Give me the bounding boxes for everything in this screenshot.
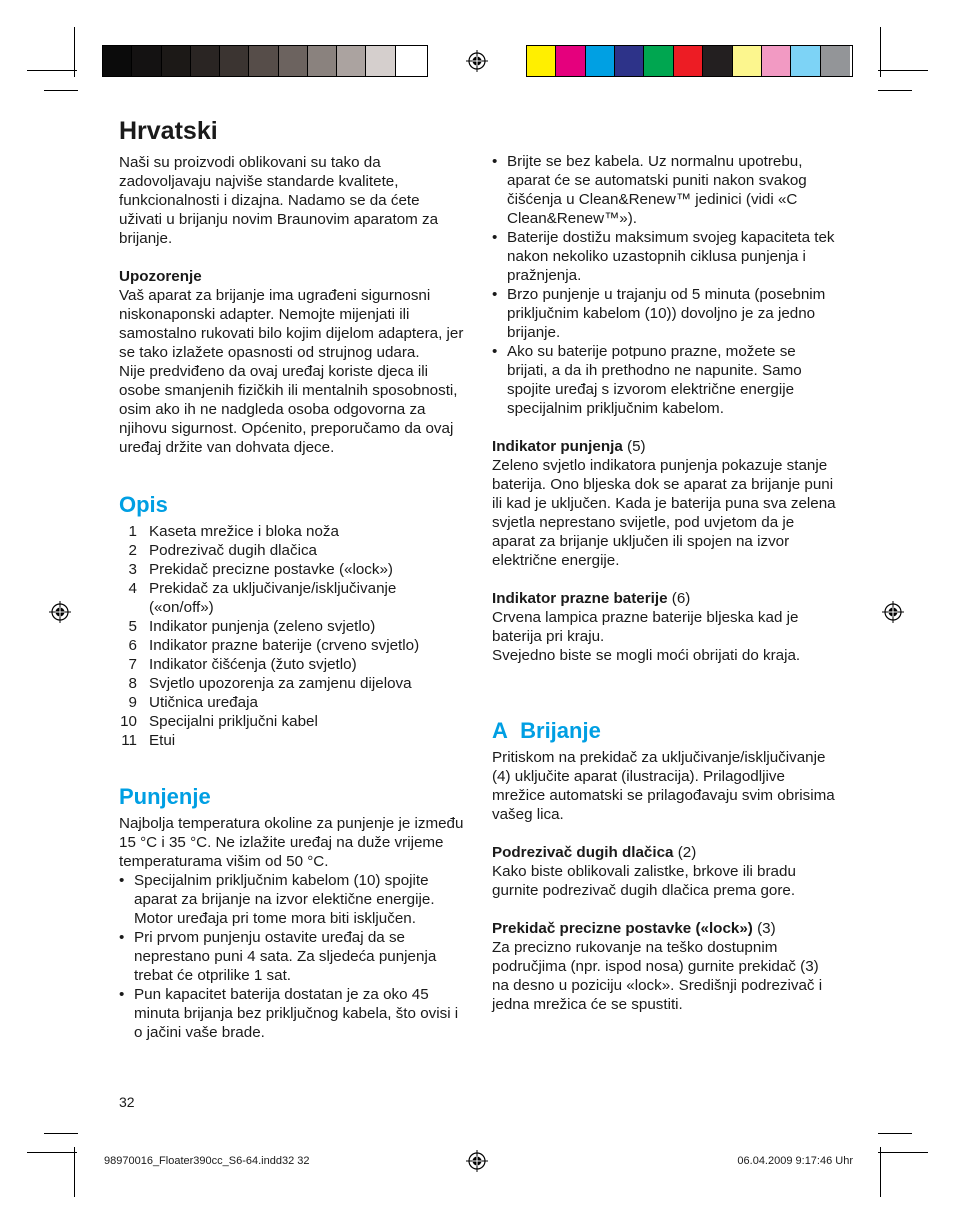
page-title: Hrvatski <box>119 117 218 145</box>
list-item <box>119 655 464 674</box>
lock-block <box>492 919 837 938</box>
item-number: 1 <box>128 523 137 540</box>
battery-bullets <box>492 152 837 418</box>
trimmer-ref: (2) <box>673 844 697 861</box>
color-swatch <box>762 46 791 76</box>
item-number: 4 <box>128 580 137 597</box>
section-heading-brijanje <box>492 717 837 745</box>
item-number: 10 <box>120 713 137 730</box>
list-item <box>119 579 464 617</box>
color-swatch <box>337 46 366 76</box>
color-swatch <box>249 46 278 76</box>
color-swatch <box>644 46 673 76</box>
crop-mark <box>27 70 77 71</box>
bullet-item: • Ako su baterije potpuno prazne, možete se brijati, a da ih prethodno ne napunite. Samo spojite uređaj s izvorom električne energije specijalnim priključnim kabelom. <box>492 342 837 418</box>
shaving-intro: Pritiskom na prekidač za uključivanje/isključivanje (4) uključite aparat (ilustracija). Prilagodljive mrežice automatski se prilagođavaju svim obrisima vašeg lica. <box>492 749 835 823</box>
lock-text: Za precizno rukovanje na teško dostupnim područjima (npr. ispod nosa) gurnite prekidač (3) na desno u poziciju «lock». Središnji podrezivač i jedna mrežica će se spustiti. <box>492 939 823 1013</box>
color-swatch <box>821 46 850 76</box>
crop-mark <box>878 90 912 91</box>
registration-mark-icon <box>49 601 71 623</box>
item-number: 9 <box>128 694 137 711</box>
item-text: Svjetlo upozorenja za zamjenu dijelova <box>149 675 412 692</box>
list-item <box>119 617 464 636</box>
item-text: Podrezivač dugih dlačica <box>149 542 318 559</box>
list-item <box>119 731 464 750</box>
bullet-item: • Pri prvom punjenju ostavite uređaj da se neprestano puni 4 sata. Za sljedeća punjenja trebat će otprilike 1 sat. <box>119 928 464 985</box>
grayscale-bar <box>102 45 428 77</box>
charge-indicator-ref: (5) <box>622 438 646 455</box>
section-title: Brijanje <box>520 718 601 743</box>
section-heading-opis: Opis <box>119 492 168 517</box>
item-text: Kaseta mrežice i bloka noža <box>149 523 339 540</box>
item-text: Prekidač precizne postavke («lock») <box>149 561 393 578</box>
item-number: 2 <box>128 542 137 559</box>
charge-indicator-label: Indikator punjenja <box>492 438 623 455</box>
charge-indicator-text: Zeleno svjetlo indikatora punjenja pokazuje stanje baterija. Ono bljeska dok se aparat za brijanje puni ili kad je uključen. Kada je baterija puna sva zelena svjetla neprestano svijetle, pod uvjetom da je aparat za brijanje uključen ili spojen na izvor električne energije. <box>492 457 836 569</box>
parts-list <box>119 522 464 750</box>
right-column <box>492 152 837 1014</box>
color-swatch <box>396 46 425 76</box>
crop-mark <box>878 1133 912 1134</box>
item-text: Specijalni priključni kabel <box>149 713 318 730</box>
footer-filename: 98970016_Floater390cc_S6-64.indd32 32 <box>104 1155 310 1167</box>
color-swatch <box>733 46 762 76</box>
low-battery-text: Crvena lampica prazne baterije bljeska kad je baterija pri kraju. <box>492 609 799 645</box>
list-item <box>119 522 464 541</box>
crop-mark <box>880 1147 881 1197</box>
item-number: 5 <box>128 618 137 635</box>
item-text: Indikator čišćenja (žuto svjetlo) <box>149 656 357 673</box>
list-item <box>119 636 464 655</box>
item-number: 7 <box>128 656 137 673</box>
section-heading-punjenje: Punjenje <box>119 784 211 809</box>
color-swatch <box>556 46 585 76</box>
lock-label: Prekidač precizne postavke («lock») <box>492 920 753 937</box>
list-item <box>119 560 464 579</box>
crop-mark <box>880 27 881 77</box>
color-swatch <box>366 46 395 76</box>
color-swatch <box>132 46 161 76</box>
charging-bullets <box>119 871 464 1042</box>
color-swatch <box>191 46 220 76</box>
warning-paragraph: Nije predviđeno da ovaj uređaj koriste djeca ili osobe smanjenih fizičkih ili mentalnih sposobnosti, osim ako ih ne nadgleda osoba odgovorna za njihovu sigurnost. Općenito, preporučamo da ovaj uređaj držite van dohvata djece. <box>119 363 458 456</box>
crop-mark <box>878 1152 928 1153</box>
color-swatch <box>586 46 615 76</box>
bullet-item: • Brzo punjenje u trajanju od 5 minuta (posebnim priključnim kabelom (10)) dovoljno je za jedno brijanje. <box>492 285 837 342</box>
bullet-item: • Pun kapacitet baterija dostatan je za oko 45 minuta brijanja bez priključnog kabela, što ovisi i o jačini vaše brade. <box>119 985 464 1042</box>
intro-paragraph: Naši su proizvodi oblikovani su tako da zadovoljavaju najviše standarde kvalitete, funkcionalnosti i dizajna. Nadamo se da ćete uživati u brijanju novim Braunovim aparatom za brijanje. <box>119 154 439 247</box>
crop-mark <box>44 90 78 91</box>
color-swatch <box>674 46 703 76</box>
item-text: Utičnica uređaja <box>149 694 258 711</box>
trimmer-text: Kako biste oblikovali zalistke, brkove ili bradu gurnite podrezivač dugih dlačica prema gore. <box>492 863 796 899</box>
trimmer-label: Podrezivač dugih dlačica <box>492 844 674 861</box>
low-battery-ref: (6) <box>667 590 691 607</box>
item-text: Etui <box>149 732 176 749</box>
footer-timestamp: 06.04.2009 9:17:46 Uhr <box>737 1155 853 1167</box>
color-swatch <box>615 46 644 76</box>
low-battery-text: Svejedno biste se mogli moći obrijati do kraja. <box>492 647 801 664</box>
trimmer-block <box>492 843 837 862</box>
low-battery-block <box>492 589 837 608</box>
charge-indicator-block <box>492 437 837 456</box>
crop-mark <box>74 1147 75 1197</box>
bullet-item: • Brijte se bez kabela. Uz normalnu upotrebu, aparat će se automatski puniti nakon svakog čišćenja u Clean&Renew™ jedinici (vidi «C Clean&Renew™»). <box>492 152 837 228</box>
item-text: Indikator punjenja (zeleno svjetlo) <box>149 618 376 635</box>
registration-mark-icon <box>466 50 488 72</box>
item-number: 11 <box>121 732 137 749</box>
warning-heading: Upozorenje <box>119 268 202 285</box>
color-bar <box>526 45 853 77</box>
color-swatch <box>220 46 249 76</box>
item-number: 3 <box>128 561 137 578</box>
item-text: Prekidač za uključivanje/isključivanje («on/off») <box>149 580 397 616</box>
registration-mark-icon <box>882 601 904 623</box>
section-letter: A <box>492 718 508 743</box>
warning-paragraph: Vaš aparat za brijanje ima ugrađeni sigurnosni niskonaponski adapter. Nemojte mijenjati ili samostalno rukovati bilo kojim dijelom adaptera, jer se tako izlažete opasnosti od strujnog udara. <box>119 287 464 361</box>
charging-intro: Najbolja temperatura okoline za punjenje je između 15 °C i 35 °C. Ne izlažite uređaj na duže vrijeme temperaturama višim od 50 °C. <box>119 815 464 870</box>
registration-mark-icon <box>466 1150 488 1172</box>
bullet-item: • Specijalnim priključnim kabelom (10) spojite aparat za brijanje na izvor elektične energije. Motor uređaja pri tome mora biti isključen. <box>119 871 464 928</box>
list-item <box>119 712 464 731</box>
page-number: 32 <box>119 1094 135 1110</box>
bullet-item: • Baterije dostižu maksimum svojeg kapaciteta tek nakon nekoliko uzastopnih ciklusa punjenja i pražnjenja. <box>492 228 837 285</box>
lock-ref: (3) <box>752 920 776 937</box>
left-column <box>119 116 464 1042</box>
color-swatch <box>103 46 132 76</box>
low-battery-label: Indikator prazne baterije <box>492 590 668 607</box>
color-swatch <box>527 46 556 76</box>
item-number: 8 <box>128 675 137 692</box>
color-swatch <box>791 46 820 76</box>
color-swatch <box>162 46 191 76</box>
crop-mark <box>44 1133 78 1134</box>
list-item <box>119 674 464 693</box>
list-item <box>119 693 464 712</box>
item-number: 6 <box>128 637 137 654</box>
crop-mark <box>27 1152 77 1153</box>
color-swatch <box>279 46 308 76</box>
color-swatch <box>703 46 732 76</box>
color-swatch <box>308 46 337 76</box>
list-item <box>119 541 464 560</box>
crop-mark <box>878 70 928 71</box>
item-text: Indikator prazne baterije (crveno svjetlo) <box>149 637 420 654</box>
crop-mark <box>74 27 75 77</box>
